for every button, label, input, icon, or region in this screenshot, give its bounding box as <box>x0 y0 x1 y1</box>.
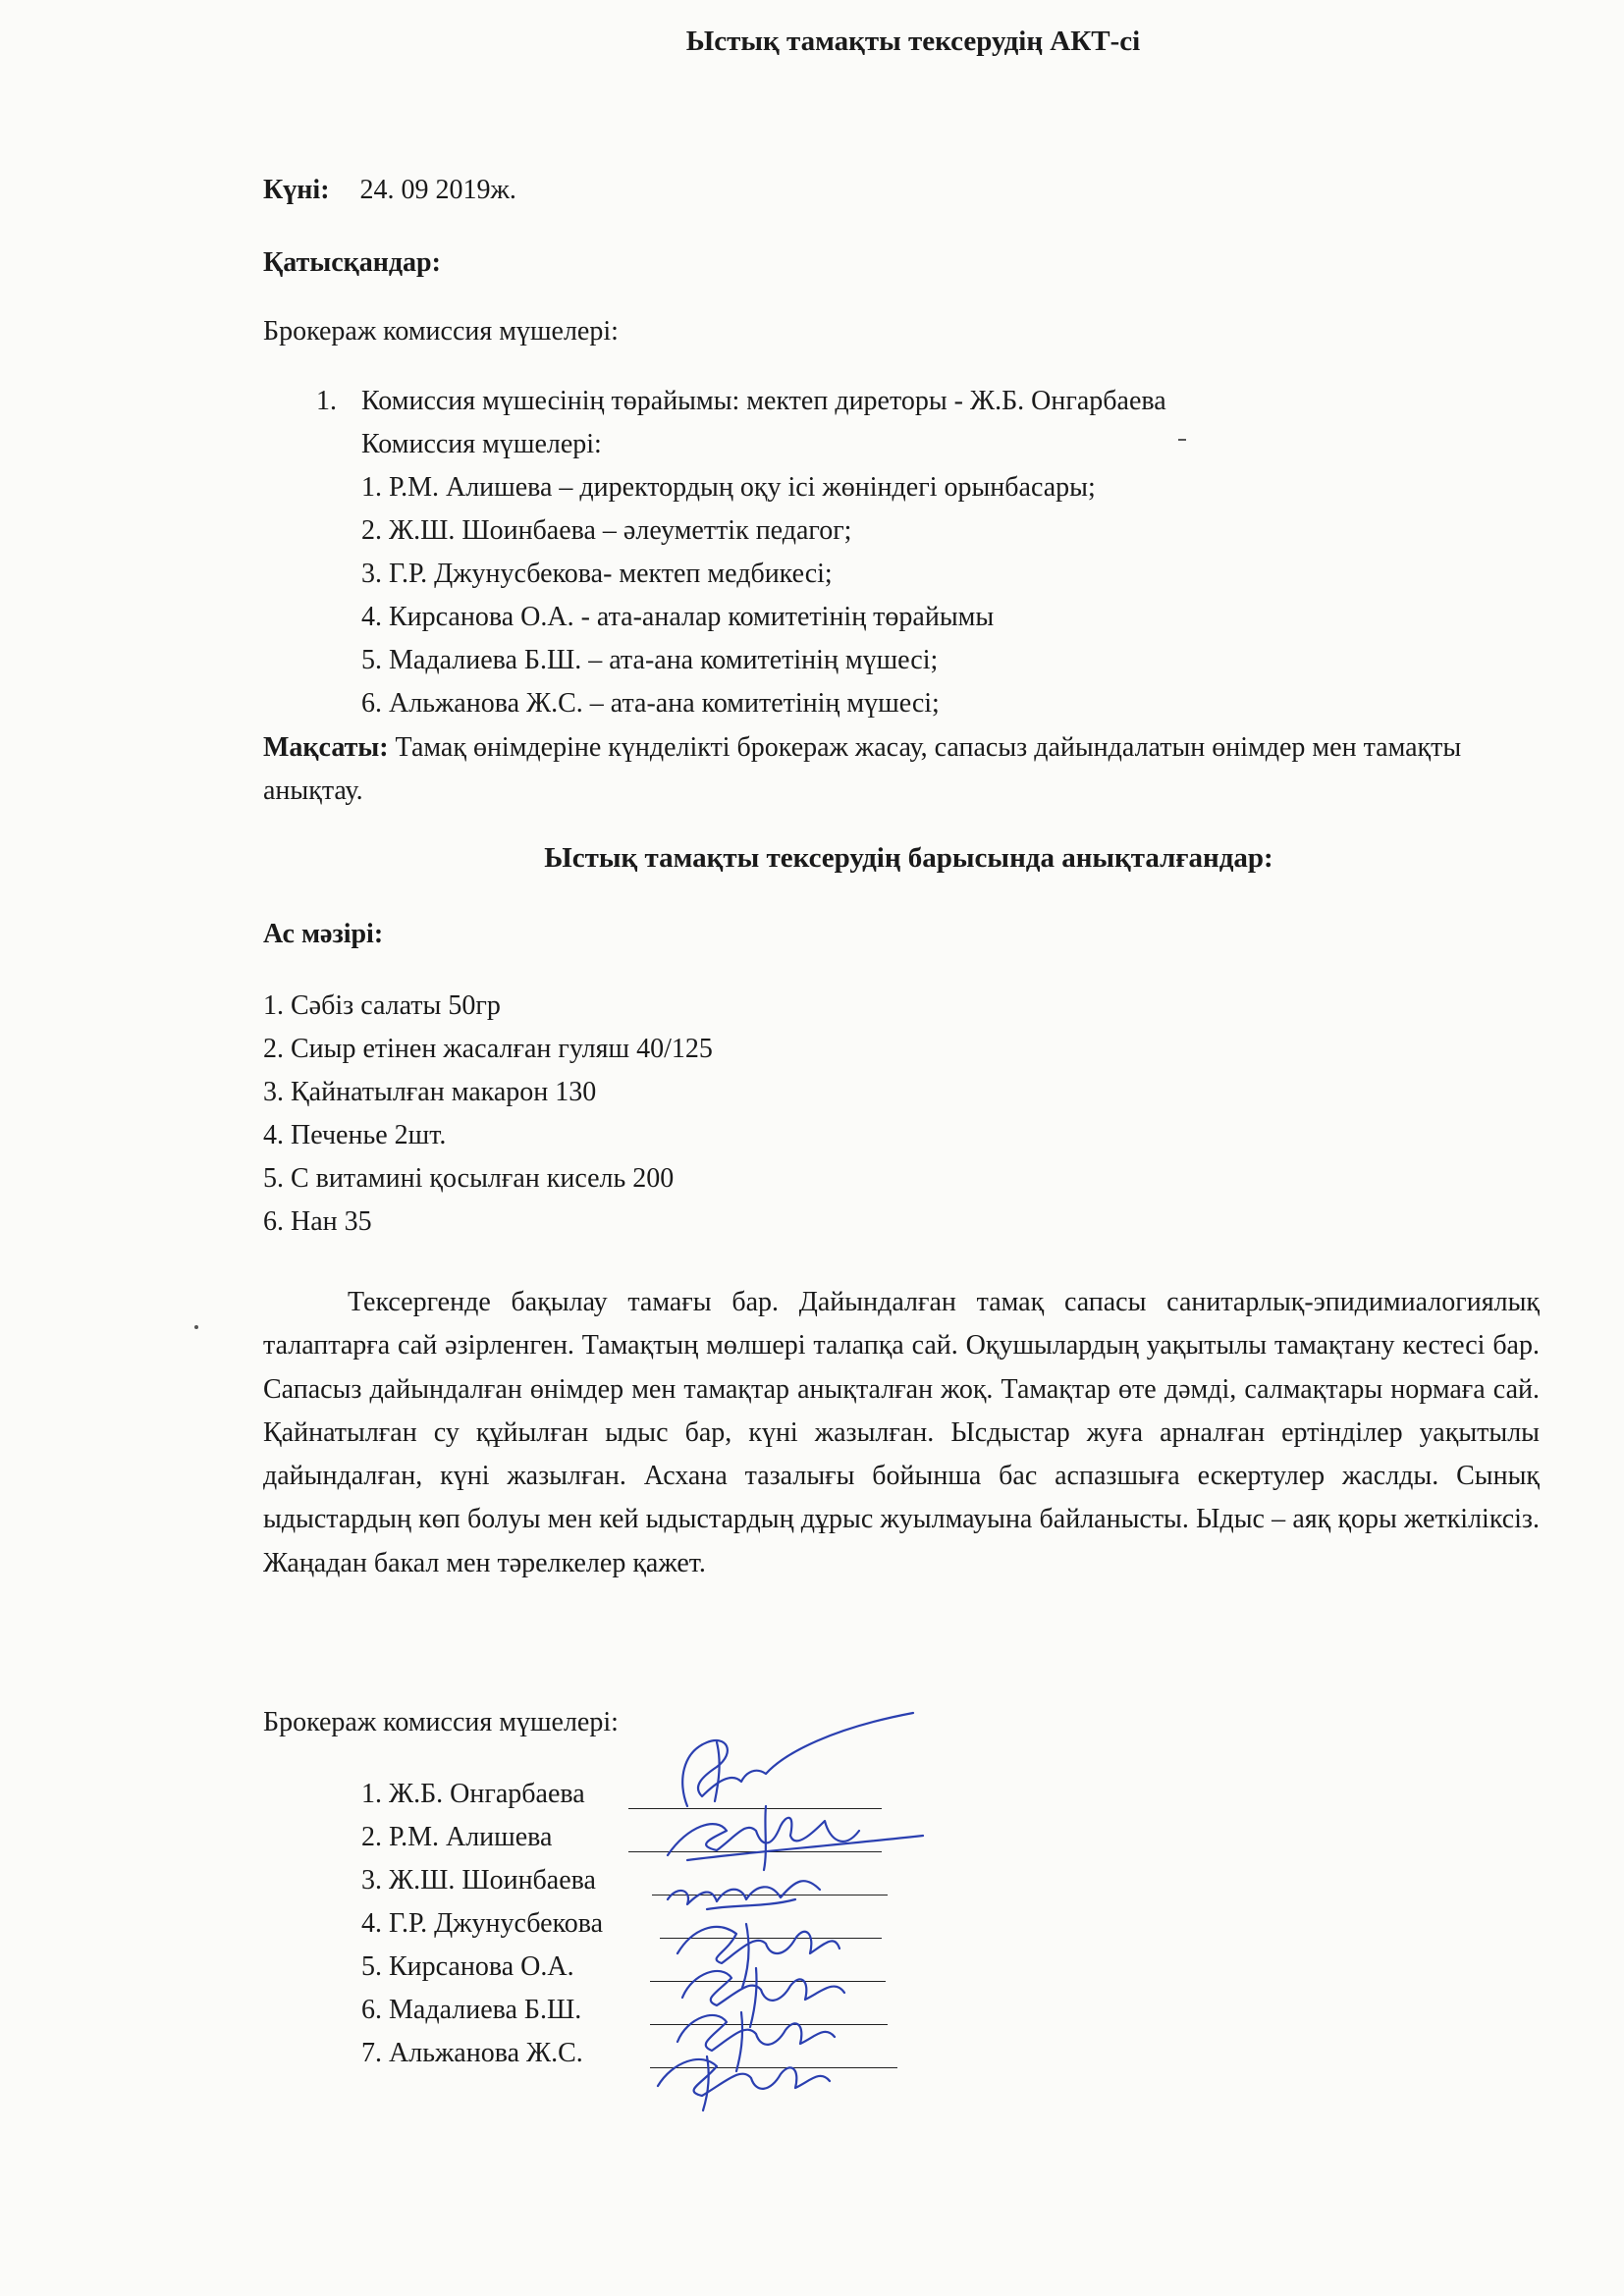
signature-stroke <box>715 1742 720 1801</box>
signature-stroke <box>687 1836 923 1860</box>
signature-stroke <box>682 1971 844 2005</box>
signature-stroke <box>677 2015 835 2051</box>
signature-stroke <box>658 2059 830 2096</box>
menu-item: 1. Сәбіз салаты 50гр <box>263 990 501 1021</box>
member-item: 2. Ж.Ш. Шоинбаева – әлеуметтік педагог; <box>361 515 852 546</box>
menu-item: 2. Сиыр етінен жасалған гуляш 40/125 <box>263 1034 713 1064</box>
member-item: 1. Р.М. Алишева – директордың оқу ісі жөніндегі орынбасары; <box>361 472 1096 503</box>
signature-stroke <box>736 2012 742 2071</box>
signature-ink <box>658 1713 923 2110</box>
purpose-text: Тамақ өнімдеріне күнделікті брокераж жасау, сапасыз дайындалатын өнімдер мен тамақты анықтау. <box>263 732 1462 806</box>
member-item: 3. Г.Р. Джунусбекова- мектеп медбикесі; <box>361 559 833 589</box>
signature-stroke <box>677 1927 839 1963</box>
menu-item: 3. Қайнатылған макарон 130 <box>263 1077 597 1107</box>
signature-name: 5. Кирсанова О.А. <box>361 1951 574 1982</box>
signature-stroke <box>707 1899 795 1909</box>
signature-name: 1. Ж.Б. Онгарбаева <box>361 1779 585 1809</box>
signature-stroke <box>742 1924 749 1988</box>
signature-stroke <box>750 1968 757 2027</box>
signature-name: 6. Мадалиева Б.Ш. <box>361 1995 582 2025</box>
menu-item: 4. Печенье 2шт. <box>263 1120 447 1150</box>
document-title: Ыстық тамақты тексерудің АКТ-сі <box>685 26 1141 57</box>
scan-speck <box>1178 439 1186 441</box>
purpose-label: Мақсаты: <box>263 732 389 763</box>
member-item: 5. Мадалиева Б.Ш. – ата-ана комитетінің мүшесі; <box>361 645 939 675</box>
date-value: 24. 09 2019ж. <box>359 175 516 205</box>
signature-stroke <box>668 1818 859 1855</box>
findings-paragraph: Тексергенде бақылау тамағы бар. Дайындалған тамақ сапасы санитарлық-эпидимиалогиялық талаптарға сай әзірленген. Тамақтың мөлшері талапқа сай. Оқушылардың уақытылы тамақтану кестесі бар. Сапасыз дайындалған өнімдер мен тамақтар анықталған жоқ. Тамақтар өте дәмді, салмақтары нормаға сай. Қайнатылған су құйылған ыдыс бар, күні жазылған. Ысдыстар жуға арналған ертінділер уақытылы дайындалған, күні жазылған. Асхана тазалығы бойынша бас аспазшыға ескертулер жаслды. Сынық ыдыстардың көп болуы мен кей ыдыстардың дұрыс жуылмауына байланысты. Ыдыс – аяқ қоры жеткіліксіз. Жаңадан бакал мен тәрелкелер қажет. <box>263 1287 1540 1578</box>
date-label: Күні: <box>263 175 330 205</box>
signature-name: 3. Ж.Ш. Шоинбаева <box>361 1865 596 1896</box>
menu-item: 6. Нан 35 <box>263 1206 372 1237</box>
members-heading: Комиссия мүшелері: <box>361 429 602 459</box>
signature-stroke <box>764 1806 766 1870</box>
menu-item: 5. С витамині қосылған кисель 200 <box>263 1163 675 1194</box>
signature-name: 2. Р.М. Алишева <box>361 1822 553 1852</box>
handwritten-signatures <box>648 1713 933 2106</box>
signatures-heading: Брокераж комиссия мүшелері: <box>263 1707 619 1737</box>
date-line <box>263 169 516 212</box>
chair-number: 1. <box>316 386 337 416</box>
signature-name: 4. Г.Р. Джунусбекова <box>361 1908 604 1939</box>
chair-line: Комиссия мүшесінің төрайымы: мектеп диреторы - Ж.Б. Онгарбаева <box>361 386 1166 416</box>
member-item: 6. Альжанова Ж.С. – ата-ана комитетінің мүшесі; <box>361 688 940 719</box>
signature-stroke <box>703 2056 709 2110</box>
signature-name: 7. Альжанова Ж.С. <box>361 2038 583 2068</box>
member-item: 4. Кирсанова О.А. - ата-аналар комитетінің төрайымы <box>361 602 995 632</box>
menu-heading: Ас мәзірі: <box>263 919 384 949</box>
participants-heading: Қатысқандар: <box>263 247 441 278</box>
findings-heading: Ыстық тамақты тексерудің барысында анықталғандар: <box>544 842 1273 874</box>
purpose-paragraph <box>263 726 1540 813</box>
signature-stroke <box>668 1881 820 1904</box>
commission-heading: Брокераж комиссия мүшелері: <box>263 316 619 347</box>
scan-speck <box>194 1325 198 1329</box>
